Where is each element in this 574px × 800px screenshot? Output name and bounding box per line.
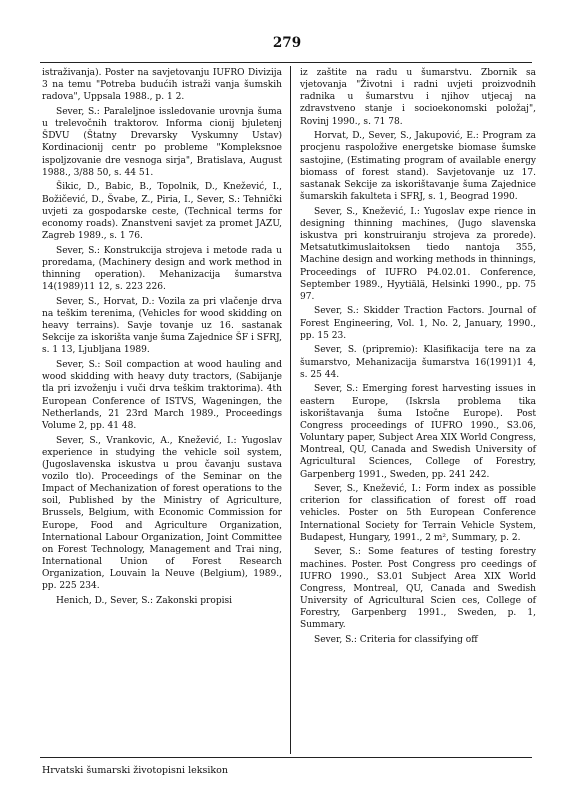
bibliography-entry: Šikic, D., Babic, B., Topolnik, D., Knežević, I., Božičević, D., Švabe, Z., Piria, I., Sever, S.: Tehnički uvjeti za gospodarske ceste, (Technical terms for economy roads). Znanstveni savjet za promet JAZU, Zagreb 1989., s. 1 76. xyxy=(42,182,282,242)
bibliography-entry: Sever, S.: Criteria for classifying off xyxy=(314,635,478,646)
footer-title: Hrvatski šumarski životopisni leksikon xyxy=(42,765,229,776)
bibliography-entry: istraživanja). Poster na savjetovanju IUFRO Divizija 3 na temu "Potreba budućih istraži vanja šumskih radova", Uppsala 1988., p. 1 2. xyxy=(42,68,282,103)
bibliography-entry: Sever, S.: Konstrukcija strojeva i metode rada u proredama, (Machinery design and work method in thinning operation). Mehanizacija šumarstva 14(1989)11 12, s. 223 226. xyxy=(42,245,282,293)
page-number: 279 xyxy=(272,35,302,51)
bibliography-entry: iz zaštite na radu u šumarstvu. Zbornik sa vjetovanja "Životni i radni uvjeti proizvodnih radnika u šumarstvu i njihov utjecaj na zdravstveno stanje i socioekonomski položaj", Rovinj 1990., s. 71 78. xyxy=(300,68,536,127)
column-divider xyxy=(290,66,291,754)
right-column xyxy=(300,67,536,649)
bibliography-entry: Horvat, D., Sever, S., Jakupović, E.: Program za procjenu raspoložive energetske biomase šumske sastojine, (Estimating program of available energy biomass of forest stand). Savjetovanje uz 17. sastanak Sekcije za iskorištavanje šuma Zajednice šumarskih fakulteta i SFRJ, s. 1, Beograd 1990. xyxy=(300,131,536,203)
bibliography-entry: Henich, D., Sever, S.: Zakonski propisi xyxy=(56,596,233,607)
bibliography-entry: Sever, S., Knežević, I.: Yugoslav expe rience in designing thinning machines, (Jugo slavenska iskustva pri konstruiranju strojeva za prorede). Metsatutkimuslaitoksen tiedo nantoja 355, Machine design and working methods in thinnings, Proceedings of IUFRO P4.02.01. Conference, September 1989., Hyytiälä, Helsinki 1990., pp. 75 97. xyxy=(300,206,536,302)
bibliography-entry: Sever, S.: Soil compaction at wood hauling and wood skidding with heavy duty tractors, (Sabijanje tla pri izvoženju i vuči drva teškim traktorima). 4th European Conference of ISTVS, Wageningen, the Netherlands, 21 23rd March 1989., Proceedings Volume 2, pp. 41 48. xyxy=(42,360,282,431)
bibliography-entry: Sever, S., Knežević, I.: Form index as possible criterion for classification of forest off road vehicles. Poster on 5th European Conference International Society for Terrain Vehicle System, Budapest, Hungary, 1991., 2 m², Summary, p. 2. xyxy=(300,484,536,543)
bibliography-entry: Sever, S., Horvat, D.: Vozila za pri vlačenje drva na teškim terenima, (Vehicles for wood skidding on heavy terrains). Savje tovanje uz 16. sastanak Sekcije za iskorišta vanje šuma Zajednice ŠF i SFRJ, s. 1 13, Ljubljana 1989. xyxy=(42,296,283,356)
left-column xyxy=(42,67,282,610)
bibliography-entry: Sever, S.: Skidder Traction Factors. Journal of Forest Engineering, Vol. 1, No. 2, January, 1990., pp. 15 23. xyxy=(300,306,536,341)
header-rule xyxy=(40,62,532,63)
bibliography-entry: Sever, S., Vrankovic, A., Knežević, I.: Yugoslav experience in studying the vehicle soil system, (Jugoslavenska iskustva u prou čavanju sustava vozilo tlo). Proceedings of the Seminar on the Impact of Mechanization of forest operations to the soil, Published by the Ministry of Agriculture, Brussels, Belgium, with Economic Commission for Europe, Food and Agriculture Organization, International Labour Organization, Joint Committee on Forest Technology, Management and Trai ning, International Union of Forest Research Organization, Louvain la Neuve (Belgium), 1989., pp. 225 234. xyxy=(42,435,282,592)
bibliography-entry: Sever, S.: Paraleljnoe issledovanie urovnja šuma u trelevočnih traktorov. Informa cionij bjuletenj ŠDVU (Štatny Drevarsky Vyskumny Ustav) Kordinacionij centr po probleme "Kompleksnoe ispoljzovanie dre vesnoga sirja", Bratislava, August 1988., 3/88 50, s. 44 51. xyxy=(42,106,282,178)
bibliography-entry: Sever, S.: Emerging forest harvesting issues in eastern Europe, (Iskrsla problema tika iskorištavanja šuma Istočne Europe). Post Congress proceedings of IUFRO 1990., S3.06, Voluntary paper, Subject Area XIX World Congress, Montreal, QU, Canada and Swedish University of Agricultural Sciences, College of Forestry, Garpenberg 1991., Sweden, pp. 241 242. xyxy=(300,384,536,480)
bibliography-entry: Sever, S. (pripremio): Klasifikacija tere na za šumarstvo, Mehanizacija šumarstva 16(1991)1 4, s. 25 44. xyxy=(300,345,536,380)
footer-rule xyxy=(40,757,532,758)
bibliography-entry: Sever, S.: Some features of testing forestry machines. Poster. Post Congress pro ceedings of IUFRO 1990., S3.01 Subject Area XIX World Congress, Montreal, QU, Canada and Swedish University of Agricultural Scien ces, College of Forestry, Garpenberg 1991., Sweden, p. 1, Summary. xyxy=(300,547,536,631)
